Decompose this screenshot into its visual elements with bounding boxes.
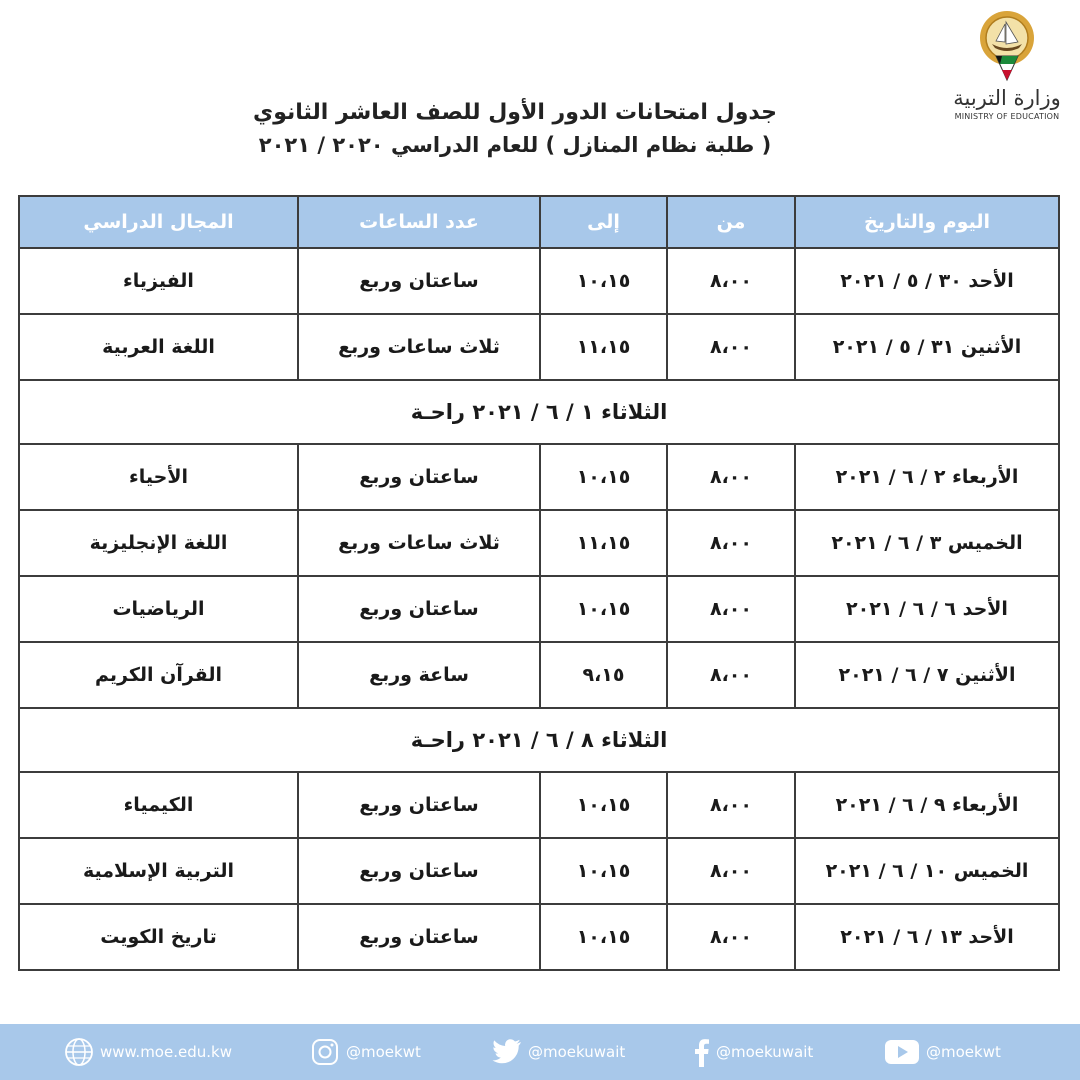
cell-from: ٨،٠٠ xyxy=(667,248,795,314)
rest-day-row xyxy=(19,708,1059,772)
cell-subject: الأحياء xyxy=(19,444,298,510)
cell-day: الخميس ٣ / ٦ / ٢٠٢١ xyxy=(795,510,1059,576)
header-hours: عدد الساعات xyxy=(298,196,540,248)
cell-hours: ساعتان وربع xyxy=(298,772,540,838)
facebook-link[interactable] xyxy=(694,1037,813,1067)
cell-hours: ساعتان وربع xyxy=(298,248,540,314)
cell-day: الأربعاء ٢ / ٦ / ٢٠٢١ xyxy=(795,444,1059,510)
cell-day: الأحد ١٣ / ٦ / ٢٠٢١ xyxy=(795,904,1059,970)
cell-subject: تاريخ الكويت xyxy=(19,904,298,970)
cell-day: الأثنين ٧ / ٦ / ٢٠٢١ xyxy=(795,642,1059,708)
cell-from: ٨،٠٠ xyxy=(667,314,795,380)
rest-day-row xyxy=(19,380,1059,444)
cell-day: الأحد ٣٠ / ٥ / ٢٠٢١ xyxy=(795,248,1059,314)
instagram-link[interactable] xyxy=(310,1037,421,1067)
ministry-logo xyxy=(948,8,1066,121)
table-row xyxy=(19,248,1059,314)
table-row xyxy=(19,642,1059,708)
cell-hours: ساعة وربع xyxy=(298,642,540,708)
twitter-link[interactable] xyxy=(492,1039,625,1065)
cell-from: ٨،٠٠ xyxy=(667,904,795,970)
cell-to: ١١،١٥ xyxy=(540,510,667,576)
table-row xyxy=(19,510,1059,576)
cell-subject: التربية الإسلامية xyxy=(19,838,298,904)
cell-hours: ساعتان وربع xyxy=(298,444,540,510)
website-link[interactable] xyxy=(64,1037,232,1067)
ministry-name-arabic: وزارة التربية xyxy=(953,86,1061,110)
twitter-icon xyxy=(492,1039,522,1065)
title-line-1: جدول امتحانات الدور الأول للصف العاشر الثانوي xyxy=(253,100,777,125)
social-footer xyxy=(0,1024,1080,1080)
cell-subject: الفيزياء xyxy=(19,248,298,314)
cell-to: ٩،١٥ xyxy=(540,642,667,708)
table-header-row xyxy=(19,196,1059,248)
page-title xyxy=(150,100,880,157)
cell-to: ١٠،١٥ xyxy=(540,444,667,510)
table-row xyxy=(19,314,1059,380)
table-row xyxy=(19,444,1059,510)
cell-day: الأثنين ٣١ / ٥ / ٢٠٢١ xyxy=(795,314,1059,380)
cell-day: الأربعاء ٩ / ٦ / ٢٠٢١ xyxy=(795,772,1059,838)
cell-to: ١٠،١٥ xyxy=(540,838,667,904)
instagram-icon xyxy=(310,1037,340,1067)
cell-from: ٨،٠٠ xyxy=(667,838,795,904)
header-to: إلى xyxy=(540,196,667,248)
cell-hours: ساعتان وربع xyxy=(298,576,540,642)
cell-from: ٨،٠٠ xyxy=(667,576,795,642)
youtube-link[interactable] xyxy=(884,1039,1001,1065)
cell-to: ١٠،١٥ xyxy=(540,772,667,838)
cell-day: الأحد ٦ / ٦ / ٢٠٢١ xyxy=(795,576,1059,642)
header-day: اليوم والتاريخ xyxy=(795,196,1059,248)
instagram-handle: @moekwt xyxy=(346,1043,421,1061)
ministry-name-english: MINISTRY OF EDUCATION xyxy=(954,112,1060,121)
website-text: www.moe.edu.kw xyxy=(100,1043,232,1061)
cell-hours: ساعتان وربع xyxy=(298,838,540,904)
table-row xyxy=(19,576,1059,642)
cell-hours: ثلاث ساعات وربع xyxy=(298,510,540,576)
cell-to: ١١،١٥ xyxy=(540,314,667,380)
table-row xyxy=(19,904,1059,970)
youtube-handle: @moekwt xyxy=(926,1043,1001,1061)
header-subject: المجال الدراسي xyxy=(19,196,298,248)
exam-schedule-table xyxy=(18,195,1060,971)
cell-from: ٨،٠٠ xyxy=(667,444,795,510)
kuwait-emblem-icon xyxy=(976,8,1038,84)
cell-hours: ثلاث ساعات وربع xyxy=(298,314,540,380)
cell-hours: ساعتان وربع xyxy=(298,904,540,970)
cell-to: ١٠،١٥ xyxy=(540,904,667,970)
facebook-handle: @moekuwait xyxy=(716,1043,814,1061)
title-line-2: ( طلبة نظام المنازل ) للعام الدراسي ٢٠٢٠ / ٢٠٢١ xyxy=(258,133,772,157)
cell-subject: القرآن الكريم xyxy=(19,642,298,708)
table-row xyxy=(19,838,1059,904)
cell-subject: الكيمياء xyxy=(19,772,298,838)
table-row xyxy=(19,772,1059,838)
rest-day-label: الثلاثاء ٨ / ٦ / ٢٠٢١ راحـة xyxy=(19,708,1059,772)
cell-day: الخميس ١٠ / ٦ / ٢٠٢١ xyxy=(795,838,1059,904)
cell-subject: الرياضيات xyxy=(19,576,298,642)
cell-subject: اللغة العربية xyxy=(19,314,298,380)
twitter-handle: @moekuwait xyxy=(528,1043,626,1061)
cell-from: ٨،٠٠ xyxy=(667,510,795,576)
rest-day-label: الثلاثاء ١ / ٦ / ٢٠٢١ راحـة xyxy=(19,380,1059,444)
cell-to: ١٠،١٥ xyxy=(540,576,667,642)
globe-icon xyxy=(64,1037,94,1067)
cell-to: ١٠،١٥ xyxy=(540,248,667,314)
youtube-icon xyxy=(884,1039,920,1065)
facebook-icon xyxy=(694,1037,710,1067)
cell-subject: اللغة الإنجليزية xyxy=(19,510,298,576)
header-from: من xyxy=(667,196,795,248)
cell-from: ٨،٠٠ xyxy=(667,772,795,838)
cell-from: ٨،٠٠ xyxy=(667,642,795,708)
